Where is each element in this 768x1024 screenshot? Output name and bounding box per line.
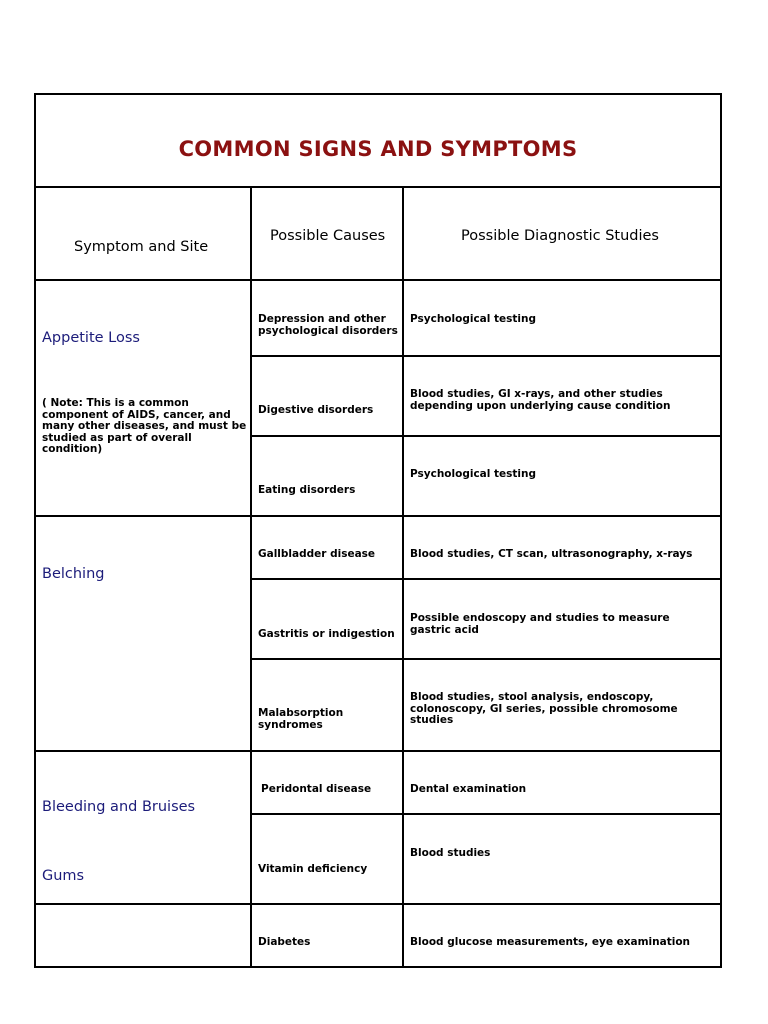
symptom-appetite-loss: Appetite Loss (42, 330, 140, 346)
study-cell: Blood studies, CT scan, ultrasonography, x-rays (410, 548, 693, 560)
symptom-belching: Belching (42, 566, 105, 582)
row-divider (252, 813, 720, 815)
study-cell: Blood studies, stool analysis, endoscopy, colonoscopy, GI series, possible chromosome studies (410, 691, 678, 727)
column-divider (402, 186, 404, 968)
symptoms-table (34, 93, 722, 968)
cause-cell: Vitamin deficiency (258, 863, 368, 875)
row-divider (36, 903, 720, 905)
header-possible-causes: Possible Causes (270, 228, 386, 244)
symptom-bleeding-bruises: Bleeding and Bruises (42, 799, 196, 815)
row-divider (36, 515, 720, 517)
row-divider (252, 578, 720, 580)
row-divider (252, 355, 720, 357)
page-title: COMMON SIGNS AND SYMPTOMS (178, 136, 578, 161)
study-cell: Psychological testing (410, 468, 537, 480)
cause-cell: Diabetes (258, 936, 311, 948)
header-symptom-site: Symptom and Site (74, 239, 209, 255)
study-cell: Blood studies (410, 847, 491, 859)
row-divider (36, 750, 720, 752)
cause-cell: Gastritis or indigestion (258, 628, 395, 640)
row-divider (252, 658, 720, 660)
cause-cell: Depression and other psychological disorders (258, 313, 398, 337)
row-divider (36, 279, 720, 281)
symptom-gums: Gums (42, 868, 85, 884)
cause-cell: Gallbladder disease (258, 548, 376, 560)
study-cell: Dental examination (410, 783, 527, 795)
appetite-loss-note: ( Note: This is a common component of AIDS, cancer, and many other diseases, and must be studied as part of overall condition) (42, 397, 247, 456)
study-cell: Psychological testing (410, 313, 537, 325)
cause-cell: Peridontal disease (261, 783, 372, 795)
study-cell: Blood studies, GI x-rays, and other studies depending upon underlying cause condition (410, 388, 671, 412)
row-divider (252, 435, 720, 437)
study-cell: Possible endoscopy and studies to measure gastric acid (410, 612, 670, 636)
title-row (36, 95, 720, 188)
header-diagnostic-studies: Possible Diagnostic Studies (461, 228, 659, 244)
cause-cell: Digestive disorders (258, 404, 374, 416)
column-divider (250, 186, 252, 968)
cause-cell: Malabsorption syndromes (258, 707, 344, 731)
study-cell: Blood glucose measurements, eye examination (410, 936, 691, 948)
cause-cell: Eating disorders (258, 484, 356, 496)
